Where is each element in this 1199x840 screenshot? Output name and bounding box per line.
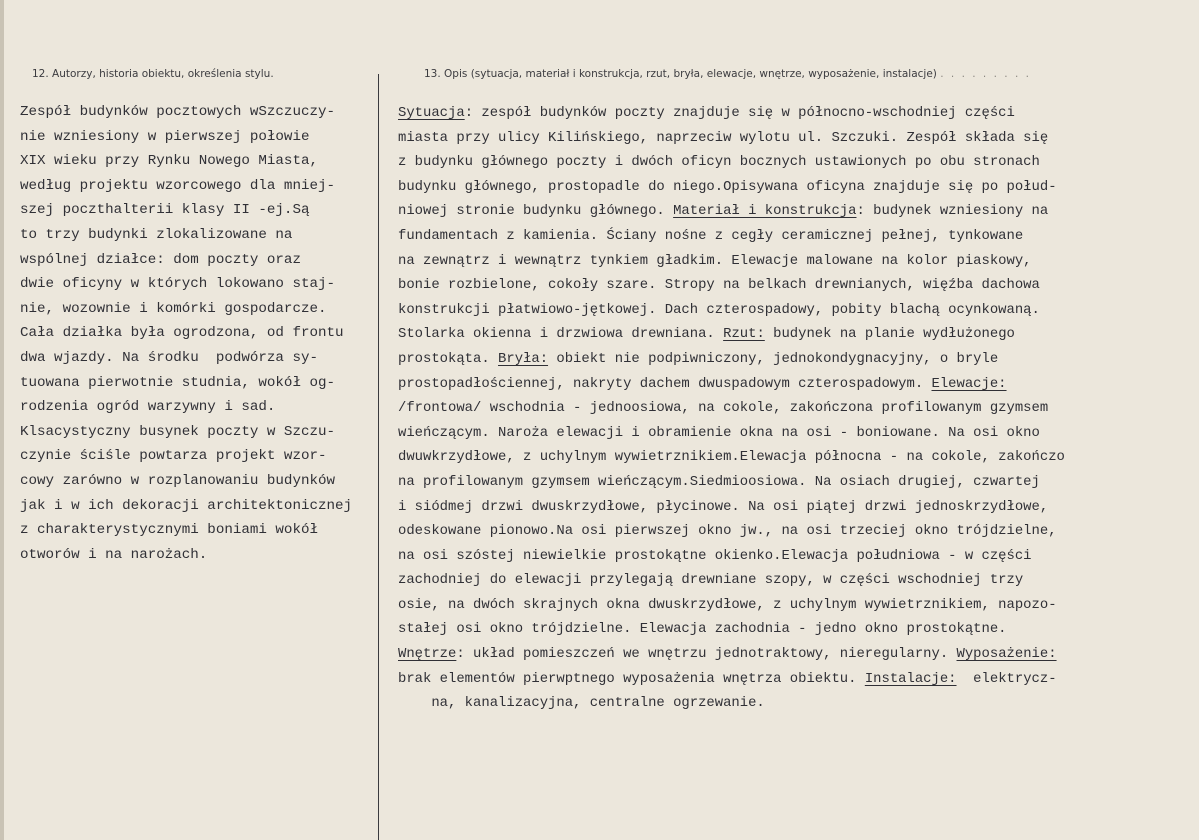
description-line	[398, 617, 1188, 642]
description-text: budynek na planie wydłużonego	[764, 326, 1015, 343]
section-13-title: 13. Opis (sytuacja, materiał i konstrukcja, rzut, bryła, elewacje, wnętrze, wyposażenie, instalacje)	[424, 68, 937, 80]
description-line	[398, 642, 1188, 667]
history-line: Cała działka była ogrodzona, od frontu	[20, 325, 344, 342]
description-text: stałej osi okno trójdzielne. Elewacja zachodnia - jedno okno prostokątne.	[398, 621, 1007, 638]
description-text: osie, na dwóch skrajnych okna dwuskrzydłowe, z uchylnym wywietrznikiem, napozo-	[398, 596, 1057, 613]
description-text: : zespół budynków poczty znajduje się w północno-wschodniej części	[464, 105, 1015, 121]
description-text: na zewnątrz i wewnątrz tynkiem gładkim. Elewacje malowane na kolor piaskowy,	[398, 252, 1032, 269]
description-line	[398, 396, 1188, 421]
description-line	[398, 347, 1188, 372]
description-text: prostopadłościennej, nakryty dachem dwuspadowym czterospadowym.	[398, 375, 932, 392]
history-line: dwa wjazdy. Na środku podwórza sy-	[20, 349, 318, 366]
section-heading: Wnętrze	[398, 646, 457, 663]
section-heading: Instalacje:	[864, 670, 957, 687]
description-line	[398, 544, 1188, 569]
description-text: odeskowane pionowo.Na osi pierwszej okno jw., na osi trzeciej okno trójdzielne,	[398, 523, 1057, 540]
description-line	[398, 445, 1188, 470]
description-text: elektrycz-	[956, 670, 1057, 687]
description-line	[398, 372, 1188, 397]
history-line: otworów i na narożach.	[20, 546, 208, 563]
history-line: Zespół budynków pocztowych wSzczuczy-	[20, 104, 336, 120]
description-text: i siódmej drzwi dwuskrzydłowe, płycinowe. Na osi piątej drzwi jednoskrzydłowe,	[398, 498, 1049, 515]
description-line	[398, 667, 1188, 692]
history-line: z charakterystycznymi boniami wokół	[20, 522, 318, 539]
description-text: konstrukcji płatwiowo-jętkowej. Dach czterospadowy, pobity blachą ocynkowaną.	[398, 301, 1040, 318]
description-line	[398, 470, 1188, 495]
history-line: XIX wieku przy Rynku Nowego Miasta,	[20, 153, 318, 170]
history-line: wspólnej działce: dom poczty oraz	[20, 251, 301, 268]
history-line: cowy zarówno w rozplanowaniu budynków	[20, 472, 336, 489]
description-text: : układ pomieszczeń we wnętrzu jednotraktowy, nieregularny.	[456, 646, 957, 663]
description-text: bonie rozbielone, cokoły szare. Stropy na belkach drewnianych, więźba dachowa	[398, 277, 1040, 294]
description-line	[398, 273, 1188, 298]
description-text: zachodniej do elewacji przylegają drewniane szopy, w części wschodniej trzy	[398, 572, 1024, 589]
history-text-block	[20, 100, 392, 567]
description-line	[398, 495, 1188, 520]
section-12-header: 12. Autorzy, historia obiektu, określenia stylu.	[32, 68, 274, 80]
description-line	[398, 126, 1188, 151]
description-line	[398, 568, 1188, 593]
description-text: na profilowanym gzymsem wieńczącym.Siedmioosiowa. Na osiach drugiej, czwartej	[398, 473, 1040, 490]
section-heading: Bryła:	[498, 350, 549, 367]
section-13-header	[424, 68, 1031, 80]
description-text: miasta przy ulicy Kilińskiego, naprzeciw wylotu ul. Szczuki. Zespół składa się	[398, 129, 1049, 146]
description-text: budynku głównego, prostopadle do niego.Opisywana oficyna znajduje się po połud-	[398, 178, 1057, 195]
history-line: nie, wozownie i komórki gospodarcze.	[20, 300, 327, 317]
description-line	[398, 199, 1188, 224]
description-text: brak elementów pierwptnego wyposażenia wnętrza obiektu.	[398, 670, 865, 687]
description-line	[398, 593, 1188, 618]
history-line: szej poczthalterii klasy II -ej.Są	[20, 202, 310, 219]
description-text: Stolarka okienna i drzwiowa drewniana.	[398, 326, 724, 343]
description-text: niowej stronie budynku głównego.	[398, 203, 674, 220]
history-line: dwie oficyny w których lokowano staj-	[20, 276, 336, 293]
section-heading: Sytuacja	[398, 105, 465, 121]
description-text: : budynek wzniesiony na	[856, 203, 1049, 220]
history-line: tuowana pierwotnie studnia, wokół og-	[20, 374, 336, 391]
history-line: czynie ściśle powtarza projekt wzor-	[20, 448, 327, 465]
description-text-block	[398, 101, 1188, 716]
description-line	[398, 691, 1188, 716]
description-line	[398, 224, 1188, 249]
description-text: /frontowa/ wschodnia - jednoosiowa, na cokole, zakończona profilowanym gzymsem	[398, 400, 1049, 417]
section-heading: Materiał i konstrukcja	[673, 203, 857, 220]
description-text: na, kanalizacyjna, centralne ogrzewanie.	[398, 695, 765, 712]
history-line: to trzy budynki zlokalizowane na	[20, 226, 293, 243]
description-line	[398, 175, 1188, 200]
description-text: wieńczącym. Naroża elewacji i obramienie okna na osi - boniowane. Na osi okno	[398, 424, 1040, 441]
history-line: jak i w ich dekoracji architektonicznej	[20, 497, 353, 514]
description-line	[398, 421, 1188, 446]
description-line	[398, 101, 1188, 126]
section-heading: Rzut:	[723, 326, 765, 343]
description-text: prostokąta.	[398, 350, 499, 367]
description-text: dwuwkrzydłowe, z uchylnym wywietrznikiem.Elewacja północna - na cokole, zakończo	[398, 449, 1065, 466]
description-text: na osi szóstej niewielkie prostokątne okienko.Elewacja południowa - w części	[398, 547, 1032, 564]
section-heading: Wyposażenie:	[956, 646, 1057, 663]
history-line: nie wzniesiony w pierwszej połowie	[20, 128, 310, 145]
description-line	[398, 519, 1188, 544]
description-line	[398, 298, 1188, 323]
history-line: rodzenia ogród warzywny i sad.	[20, 399, 276, 416]
description-line	[398, 150, 1188, 175]
history-line: według projektu wzorcowego dla mniej-	[20, 177, 336, 194]
description-line	[398, 322, 1188, 347]
section-heading: Elewacje:	[931, 375, 1007, 392]
history-line: Klsacystyczny busynek poczty w Szczu-	[20, 423, 336, 440]
description-text: fundamentach z kamienia. Ściany nośne z cegły ceramicznej pełnej, tynkowane	[398, 227, 1024, 244]
description-text: obiekt nie podpiwniczony, jednokondygnacyjny, o bryle	[548, 350, 999, 367]
description-text: z budynku głównego poczty i dwóch oficyn bocznych ustawionych po obu stronach	[398, 154, 1040, 171]
header-dots: . . . . . . . . .	[940, 68, 1031, 80]
description-line	[398, 249, 1188, 274]
